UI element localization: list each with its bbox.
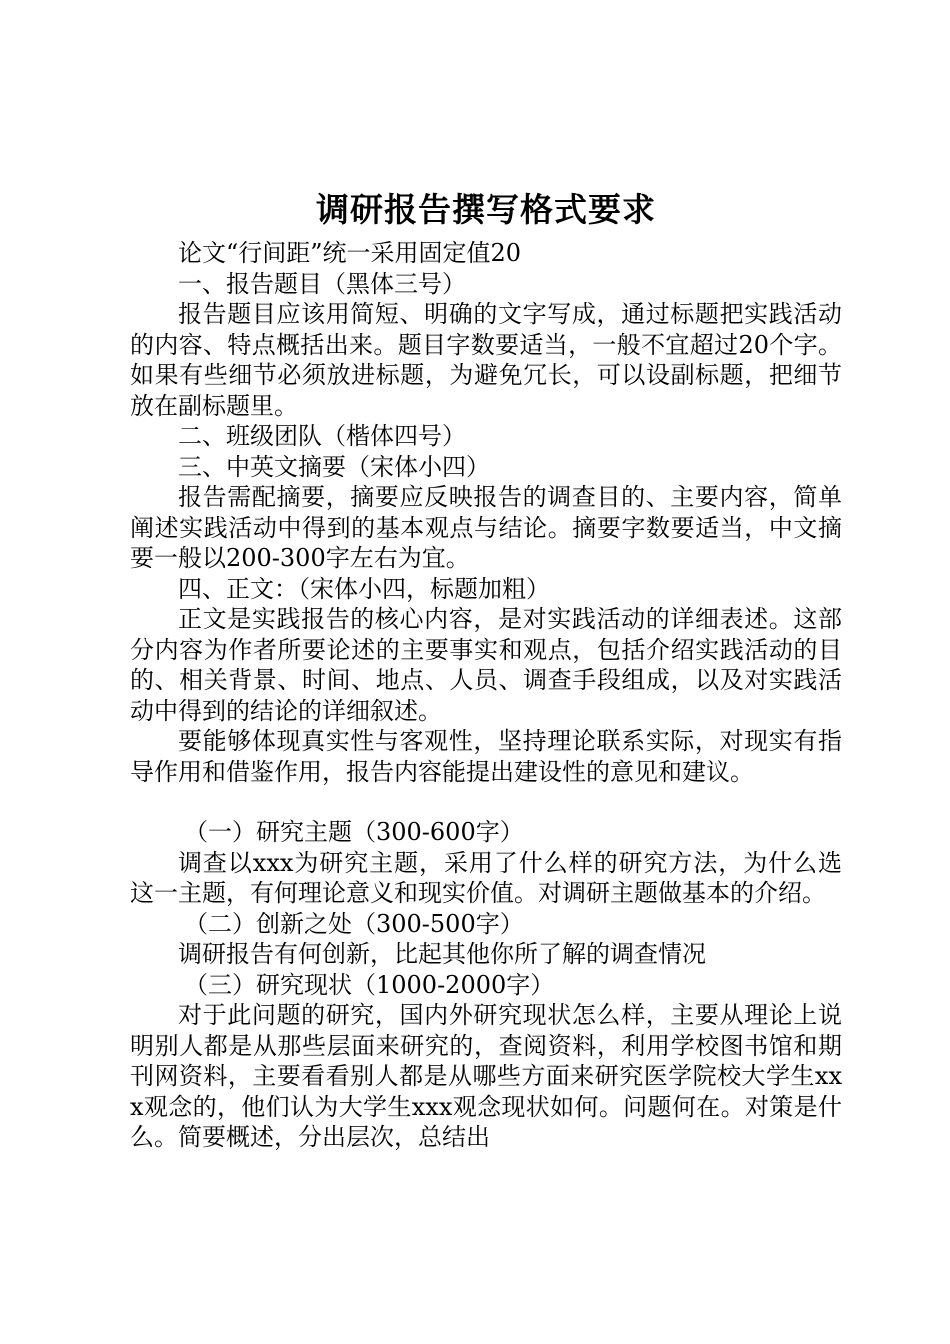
section-heading-body: 四、正文：（宋体小四，标题加粗） xyxy=(178,574,550,603)
subsection-paragraph-innovation: 调研报告有何创新，比起其他你所了解的调查情况 xyxy=(178,940,706,968)
section-paragraph-title: 报告题目应该用简短、明确的文字写成，通过标题把实践活动的内容、特点概括出来。题目字数要适当，一般不宜超过20个字。如果有些细节必须放进标题，为避免冗长，可以设副标题，把细节放在副标题里。 xyxy=(130,300,842,420)
line-spacing-note: 论文“行间距”统一采用固定值20 xyxy=(178,239,522,267)
subsection-heading-topic: （一）研究主题（300-600字） xyxy=(184,818,524,846)
document-title: 调研报告撰写格式要求 xyxy=(316,190,656,229)
document-page xyxy=(130,180,842,1153)
subsection-heading-innovation: （二）创新之处（300-500字） xyxy=(184,909,524,938)
section-paragraph-requirements: 要能够体现真实性与客观性，坚持理论联系实际，对现实有指导作用和借鉴作用，报告内容能提出建设性的意见和建议。 xyxy=(130,727,842,786)
section-paragraph-body: 正文是实践报告的核心内容，是对实践活动的详细表述。这部分内容为作者所要论述的主要事实和观点，包括介绍实践活动的目的、相关背景、时间、地点、人员、调查手段组成，以及对实践活动中得到的结论的详细叙述。 xyxy=(130,605,842,725)
subsection-paragraph-status: 对于此问题的研究，国内外研究现状怎么样，主要从理论上说明别人都是从那些层面来研究的，查阅资料，利用学校图书馆和期刊网资料，主要看看别人都是从哪些方面来研究医学院校大学生xxx观念的，他们认为大学生xxx观念现状如何。问题何在。对策是什么。简要概述，分出层次，总结出 xyxy=(130,1001,842,1151)
subsection-paragraph-topic: 调查以xxx为研究主题，采用了什么样的研究方法，为什么选这一主题，有何理论意义和现实价值。对调研主题做基本的介绍。 xyxy=(130,848,842,907)
section-heading-title: 一、报告题目（黑体三号） xyxy=(178,269,466,298)
section-paragraph-abstract: 报告需配摘要，摘要应反映报告的调查目的、主要内容，简单阐述实践活动中得到的基本观点与结论。摘要字数要适当，中文摘要一般以200-300字左右为宜。 xyxy=(130,483,842,572)
section-heading-abstract: 三、中英文摘要（宋体小四） xyxy=(178,452,490,481)
section-heading-team: 二、班级团队（楷体四号） xyxy=(178,422,466,450)
blank-line xyxy=(130,787,842,817)
subsection-heading-status: （三）研究现状（1000-2000字） xyxy=(184,970,555,999)
